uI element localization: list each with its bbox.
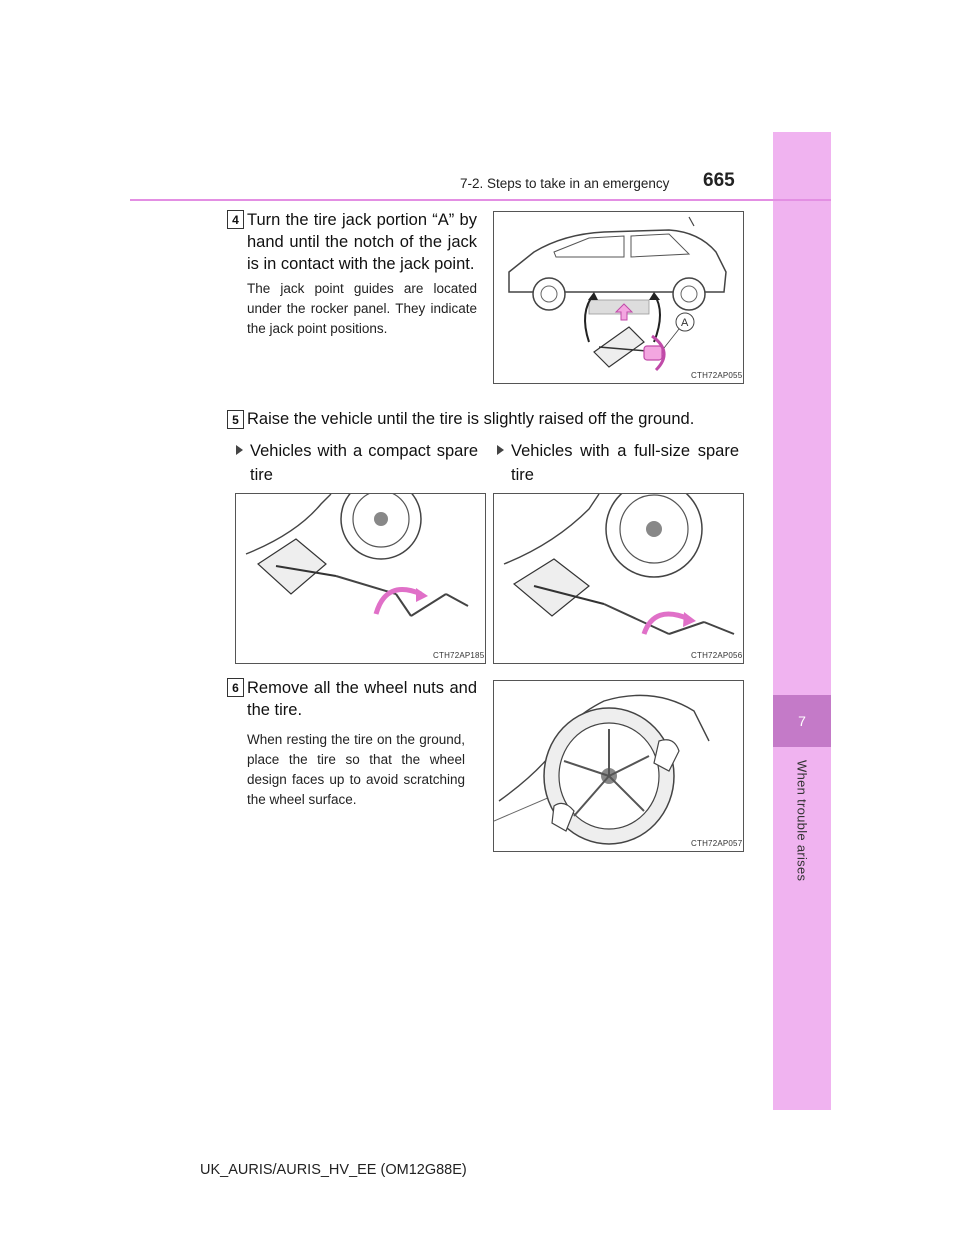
jack-full-size-illustration: [494, 494, 743, 663]
header-rule: [130, 199, 831, 201]
figure-code: CTH72AP185: [433, 651, 485, 660]
chapter-title: When trouble arises: [794, 760, 810, 882]
step-4-note: The jack point guides are located under the rocker panel. They indicate the jack point positions.: [247, 281, 477, 336]
step-5-instruction: Raise the vehicle until the tire is slightly raised off the ground.: [247, 410, 695, 428]
remove-tire-illustration: [494, 681, 743, 851]
bullet-triangle-icon: [236, 445, 243, 455]
step-6-instruction: Remove all the wheel nuts and the tire.: [247, 679, 477, 719]
figure-remove-tire: [493, 680, 744, 852]
figure-code: CTH72AP055: [691, 371, 743, 380]
bullet-triangle-icon: [497, 445, 504, 455]
figure-compact-spare: [235, 493, 486, 664]
figure-code: CTH72AP057: [691, 839, 743, 848]
step-badge-6: 6: [227, 678, 244, 697]
step-4-instruction: Turn the tire jack portion “A” by hand until the notch of the jack is in contact with the jack point.: [247, 211, 477, 273]
step-badge-4: 4: [227, 210, 244, 229]
document-code: UK_AURIS/AURIS_HV_EE (OM12G88E): [200, 1162, 467, 1178]
chapter-number: 7: [773, 695, 831, 747]
figure-code: CTH72AP056: [691, 651, 743, 660]
figure-jack-point: [493, 211, 744, 384]
page-number: 665: [703, 170, 735, 191]
figure-label-a: A: [681, 317, 689, 329]
option-full-size-spare-label: Vehicles with a full-size spare tire: [511, 442, 739, 484]
option-compact-spare-label: Vehicles with a compact spare tire: [250, 442, 478, 484]
car-jack-illustration: [494, 212, 743, 383]
chapter-side-tab: [773, 132, 831, 1110]
step-badge-5: 5: [227, 410, 244, 429]
figure-full-size-spare: [493, 493, 744, 664]
step-6-note: When resting the tire on the ground, place the tire so that the wheel design faces up to avoid scratching the wheel surface.: [247, 732, 465, 807]
section-title: 7-2. Steps to take in an emergency: [460, 176, 670, 191]
jack-compact-illustration: [236, 494, 485, 663]
